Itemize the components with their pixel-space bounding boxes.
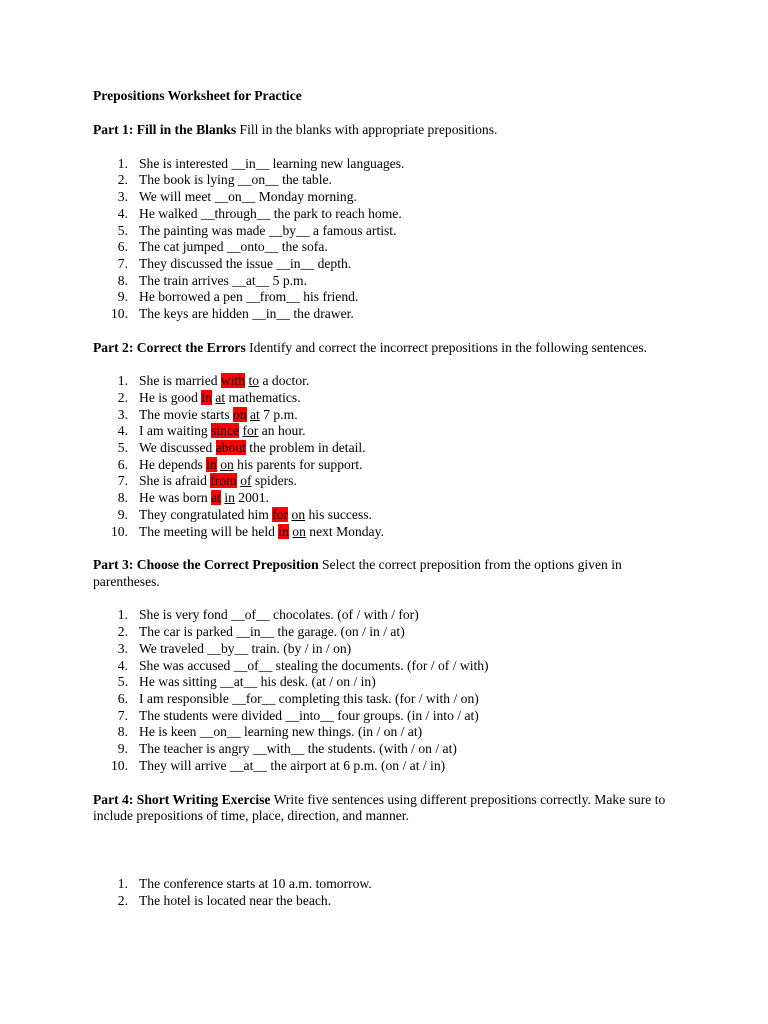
list-item: 10. They will arrive __at__ the airport at 6 p.m. (on / at / in): [111, 757, 446, 773]
part-4-section: [93, 792, 674, 910]
list-item: 8. The train arrives __at__ 5 p.m.: [117, 272, 307, 288]
list-item: 5. He was sitting __at__ his desk. (at / on / in): [117, 674, 376, 690]
list-item: 9. He borrowed a pen __from__ his friend.: [117, 289, 359, 305]
part-3-list: [93, 607, 674, 774]
part-1-heading: [93, 122, 674, 139]
part-4-label: Part 4: Short Writing Exercise: [93, 791, 271, 807]
part-1-instruction: Fill in the blanks with appropriate prepositions.: [236, 122, 498, 138]
incorrect-preposition: with: [220, 373, 246, 389]
part-2-list: [93, 373, 674, 540]
list-item: 8. He is keen __on__ learning new things. (in / on / at): [117, 724, 423, 740]
corrected-preposition: at: [250, 406, 260, 422]
corrected-preposition: on: [220, 456, 234, 472]
part-4-instruction: Write five sentences using different prepositions correctly. Make sure to include prepositions of time, place, direction, and manner.: [93, 791, 666, 824]
list-item: 10. The meeting will be held in on next Monday.: [111, 523, 384, 539]
part-4-heading: [93, 792, 674, 825]
list-item: 7. The students were divided __into__ four groups. (in / into / at): [117, 707, 479, 723]
part-2-section: [93, 340, 674, 540]
corrected-preposition: in: [224, 490, 235, 506]
list-item: 6. He depends in on his parents for support.: [117, 456, 363, 472]
list-item: 3. We will meet __on__ Monday morning.: [117, 189, 357, 205]
incorrect-preposition: in: [278, 523, 289, 539]
corrected-preposition: on: [291, 506, 306, 522]
part-3-section: [93, 557, 674, 774]
list-item: 4. I am waiting since for an hour.: [117, 423, 306, 439]
incorrect-preposition: for: [272, 506, 289, 522]
corrected-preposition: of: [240, 473, 252, 489]
incorrect-preposition: from: [210, 473, 237, 489]
list-item: 1. She is married with to a doctor.: [117, 373, 310, 389]
part-4-list: [93, 876, 674, 909]
part-2-heading: [93, 340, 674, 357]
incorrect-preposition: since: [211, 423, 240, 439]
part-3-instruction: Select the correct preposition from the options given in parentheses.: [93, 557, 622, 590]
part-2-label: Part 2: Correct the Errors: [93, 339, 246, 355]
list-item: 2. He is good in at mathematics.: [117, 389, 301, 405]
part-2-instruction: Identify and correct the incorrect prepositions in the following sentences.: [245, 339, 648, 355]
list-item: 1. She is interested __in__ learning new languages.: [117, 155, 405, 171]
corrected-preposition: at: [215, 389, 226, 405]
incorrect-preposition: in: [206, 456, 217, 472]
list-item: 1. She is very fond __of__ chocolates. (of / with / for): [117, 607, 419, 623]
corrected-preposition: to: [248, 373, 260, 389]
list-item: 1. The conference starts at 10 a.m. tomorrow.: [117, 875, 372, 891]
list-item: 7. She is afraid from of spiders.: [117, 473, 297, 489]
part-3-heading: [93, 557, 674, 590]
list-item: 4. He walked __through__ the park to reach home.: [117, 205, 402, 221]
list-item: 3. The movie starts on at 7 p.m.: [117, 406, 298, 422]
list-item: 9. The teacher is angry __with__ the students. (with / on / at): [117, 741, 457, 757]
incorrect-preposition: in: [201, 389, 212, 405]
list-item: 5. The painting was made __by__ a famous artist.: [117, 222, 397, 238]
part-3-label: Part 3: Choose the Correct Preposition: [93, 557, 319, 573]
part-1-section: [93, 122, 674, 322]
list-item: 10. The keys are hidden __in__ the drawer.: [111, 306, 354, 322]
incorrect-preposition: on: [233, 406, 247, 422]
list-item: 2. The book is lying __on__ the table.: [117, 172, 332, 188]
list-item: 9. They congratulated him for on his success.: [117, 506, 372, 522]
list-item: 6. I am responsible __for__ completing this task. (for / with / on): [117, 690, 479, 706]
list-item: 7. They discussed the issue __in__ depth.: [117, 255, 352, 271]
list-item: 2. The car is parked __in__ the garage. (on / in / at): [117, 624, 405, 640]
incorrect-preposition: about: [215, 440, 246, 456]
list-item: 2. The hotel is located near the beach.: [117, 892, 332, 908]
list-item: 8. He was born at in 2001.: [117, 490, 269, 506]
list-item: 6. The cat jumped __onto__ the sofa.: [117, 239, 328, 255]
list-item: 3. We traveled __by__ train. (by / in / on): [117, 640, 352, 656]
list-item: 4. She was accused __of__ stealing the documents. (for / of / with): [117, 657, 489, 673]
incorrect-preposition: at: [211, 490, 221, 506]
list-item: 5. We discussed about the problem in detail.: [117, 440, 366, 456]
part-1-label: Part 1: Fill in the Blanks: [93, 122, 237, 138]
corrected-preposition: on: [292, 523, 306, 539]
page-title: Prepositions Worksheet for Practice: [93, 88, 302, 103]
part-1-list: [93, 156, 674, 323]
corrected-preposition: for: [242, 423, 259, 439]
